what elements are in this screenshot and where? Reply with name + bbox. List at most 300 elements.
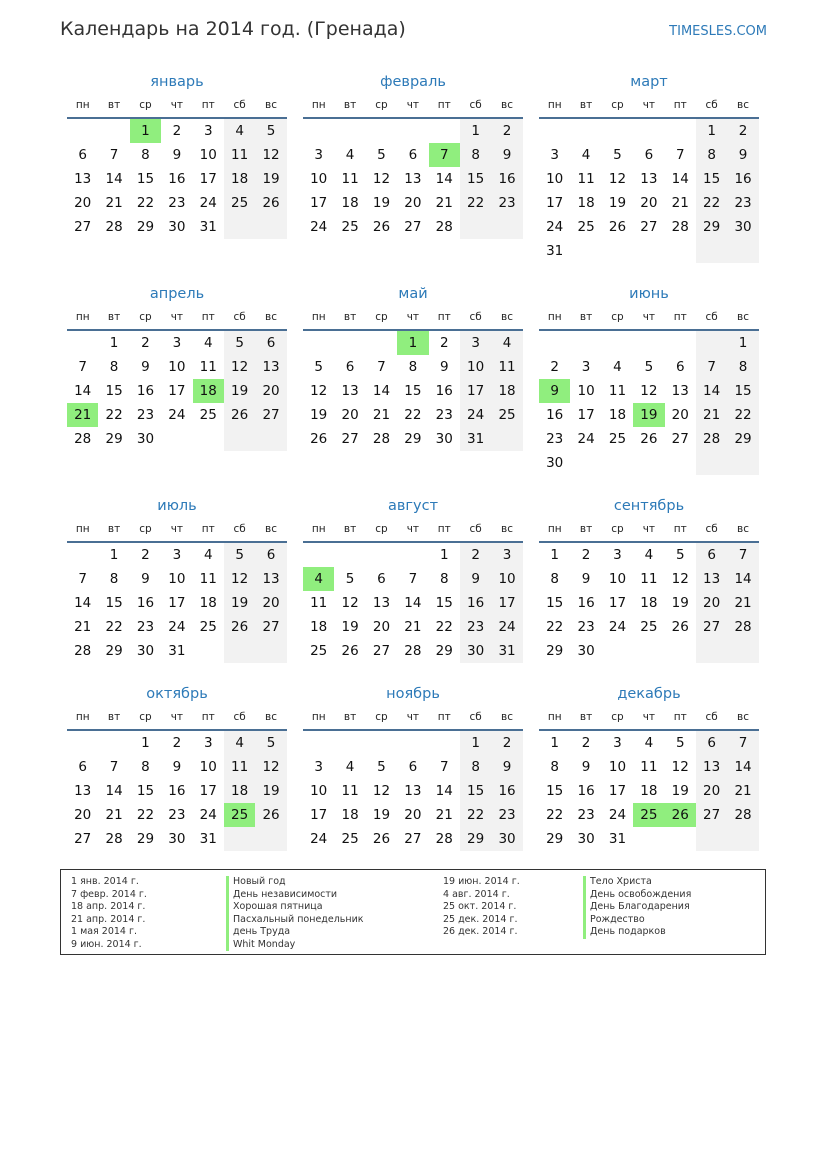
empty-cell <box>491 427 522 451</box>
day-cell: 9 <box>460 567 491 591</box>
day-cell: 16 <box>168 783 186 799</box>
day-cell: 3 <box>613 547 622 563</box>
empty-cell <box>665 451 696 475</box>
day-cell: 24 <box>491 615 522 639</box>
empty-cell <box>602 451 633 475</box>
month-block <box>539 682 759 851</box>
day-cell: 4 <box>345 147 355 163</box>
day-cell: 22 <box>460 191 491 215</box>
day-cell: 22 <box>546 807 564 823</box>
days-grid <box>67 331 287 451</box>
weekday-label: вт <box>343 311 357 323</box>
day-cell: 19 <box>671 595 689 611</box>
day-cell: 30 <box>168 219 186 235</box>
day-cell: 19 <box>224 379 255 403</box>
legend-holiday-name: день Труда <box>226 926 364 939</box>
day-cell: 24 <box>460 403 491 427</box>
day-cell: 9 <box>491 755 522 779</box>
day-cell: 7 <box>109 147 119 163</box>
day-cell: 11 <box>199 571 217 587</box>
holiday-day-cell: 9 <box>539 379 570 403</box>
day-cell: 22 <box>136 195 155 211</box>
empty-cell <box>303 119 334 143</box>
weekday-label: пн <box>311 311 326 323</box>
month-name: декабрь <box>617 686 681 702</box>
empty-cell <box>602 239 633 263</box>
day-cell: 6 <box>675 359 685 375</box>
day-cell: 27 <box>74 831 92 847</box>
days-grid <box>539 331 759 475</box>
day-cell: 23 <box>727 191 758 215</box>
day-cell: 27 <box>696 803 727 827</box>
weekday-label: пт <box>673 523 687 535</box>
holiday-day-cell: 21 <box>67 403 98 427</box>
day-cell: 14 <box>105 171 123 187</box>
day-cell: 3 <box>491 543 522 567</box>
day-cell: 19 <box>372 195 391 211</box>
weekday-label: чт <box>406 711 420 723</box>
day-cell: 20 <box>640 195 658 211</box>
month-block <box>67 70 287 266</box>
day-cell: 14 <box>727 567 758 591</box>
day-cell: 19 <box>671 783 689 799</box>
day-cell: 12 <box>341 595 359 611</box>
weekday-label: вс <box>737 711 750 723</box>
day-cell: 24 <box>608 807 627 823</box>
weekday-header <box>67 707 287 731</box>
month-name: апрель <box>149 286 205 302</box>
legend-holiday-name: Whit Monday <box>226 939 364 952</box>
day-cell: 2 <box>581 547 591 563</box>
day-cell: 17 <box>199 171 217 187</box>
day-cell: 13 <box>696 755 727 779</box>
weekday-label: ср <box>139 311 152 323</box>
day-cell: 6 <box>255 331 286 355</box>
weekday-label: вт <box>579 523 593 535</box>
month-block <box>303 70 523 266</box>
empty-cell <box>633 239 664 263</box>
day-cell: 2 <box>581 735 591 751</box>
day-cell: 23 <box>136 407 155 423</box>
day-cell: 11 <box>199 359 217 375</box>
day-cell: 10 <box>168 359 186 375</box>
weekday-label: пт <box>437 311 451 323</box>
day-cell: 29 <box>105 431 123 447</box>
weekday-header <box>539 707 759 731</box>
day-cell: 17 <box>577 407 595 423</box>
day-cell: 30 <box>435 431 453 447</box>
weekday-label: вт <box>343 711 357 723</box>
empty-cell <box>665 639 696 663</box>
day-cell: 25 <box>341 831 359 847</box>
day-cell: 26 <box>372 219 391 235</box>
empty-cell <box>224 215 255 239</box>
weekday-header <box>67 519 287 543</box>
legend-date: 21 апр. 2014 г. <box>71 913 146 925</box>
weekday-label: ср <box>611 711 624 723</box>
day-cell: 31 <box>168 643 186 659</box>
weekday-label: пт <box>673 99 687 111</box>
empty-cell <box>429 731 460 755</box>
legend-date: 4 авг. 2014 г. <box>443 888 510 900</box>
day-cell: 6 <box>408 759 418 775</box>
empty-cell <box>429 119 460 143</box>
day-cell: 6 <box>255 543 286 567</box>
legend-holiday-name: Тело Христа <box>583 876 691 889</box>
weekday-label: ср <box>375 711 388 723</box>
day-cell: 26 <box>341 643 359 659</box>
day-cell: 2 <box>439 335 449 351</box>
weekday-label: ср <box>375 311 388 323</box>
weekday-label: вт <box>579 311 593 323</box>
holiday-legend <box>60 869 766 955</box>
day-cell: 8 <box>550 571 559 587</box>
empty-cell <box>633 119 664 143</box>
weekday-label: чт <box>642 523 656 535</box>
day-cell: 13 <box>255 355 286 379</box>
day-cell: 8 <box>141 759 150 775</box>
day-cell: 18 <box>224 779 255 803</box>
day-cell: 11 <box>224 143 255 167</box>
day-cell: 27 <box>671 431 689 447</box>
day-cell: 30 <box>546 455 564 471</box>
quarter-row <box>67 70 760 266</box>
weekday-label: ср <box>139 99 152 111</box>
empty-cell <box>460 215 491 239</box>
weekday-label: вс <box>265 711 278 723</box>
day-cell: 5 <box>255 119 286 143</box>
empty-cell <box>303 331 334 355</box>
weekday-label: вт <box>107 311 121 323</box>
day-cell: 11 <box>640 759 658 775</box>
day-cell: 27 <box>74 219 92 235</box>
day-cell: 22 <box>727 403 758 427</box>
weekday-label: пт <box>437 523 451 535</box>
day-cell: 17 <box>546 195 564 211</box>
weekday-label: вт <box>107 523 121 535</box>
day-cell: 28 <box>727 803 758 827</box>
holiday-day-cell: 4 <box>303 567 334 591</box>
day-cell: 3 <box>203 123 213 139</box>
day-cell: 4 <box>345 759 355 775</box>
day-cell: 23 <box>577 807 595 823</box>
holiday-day-cell: 19 <box>633 403 664 427</box>
day-cell: 28 <box>671 219 689 235</box>
day-cell: 31 <box>608 831 627 847</box>
weekday-label: сб <box>233 523 246 535</box>
day-cell: 16 <box>136 383 155 399</box>
weekday-label: вт <box>107 99 121 111</box>
weekday-label: ср <box>611 99 624 111</box>
empty-cell <box>727 239 758 263</box>
day-cell: 23 <box>546 431 564 447</box>
day-cell: 10 <box>491 567 522 591</box>
empty-cell <box>334 119 365 143</box>
weekday-label: пн <box>547 311 562 323</box>
weekday-label: пт <box>673 711 687 723</box>
day-cell: 18 <box>491 379 522 403</box>
day-cell: 2 <box>141 335 150 351</box>
day-cell: 11 <box>341 171 359 187</box>
days-grid <box>303 331 523 451</box>
day-cell: 27 <box>341 431 359 447</box>
weekday-label: пн <box>75 99 90 111</box>
day-cell: 2 <box>491 119 522 143</box>
day-cell: 29 <box>404 431 422 447</box>
day-cell: 1 <box>141 735 150 751</box>
weekday-label: сб <box>469 523 482 535</box>
day-cell: 12 <box>640 383 658 399</box>
day-cell: 9 <box>491 143 522 167</box>
weekday-label: пн <box>75 311 90 323</box>
weekday-label: пн <box>311 711 326 723</box>
weekday-label: сб <box>469 311 482 323</box>
empty-cell <box>255 827 286 851</box>
day-cell: 19 <box>255 167 286 191</box>
weekday-label: чт <box>406 523 420 535</box>
day-cell: 20 <box>696 779 727 803</box>
day-cell: 19 <box>310 407 328 423</box>
site-link[interactable]: TIMESLES.COM <box>669 24 767 39</box>
day-cell: 8 <box>141 147 150 163</box>
day-cell: 29 <box>546 831 564 847</box>
day-cell: 22 <box>696 191 727 215</box>
day-cell: 13 <box>640 171 658 187</box>
day-cell: 21 <box>105 195 123 211</box>
day-cell: 10 <box>546 171 564 187</box>
day-cell: 2 <box>491 731 522 755</box>
day-cell: 10 <box>199 147 217 163</box>
legend-date: 1 мая 2014 г. <box>71 926 137 937</box>
day-cell: 25 <box>491 403 522 427</box>
empty-cell <box>696 639 727 663</box>
day-cell: 26 <box>640 431 658 447</box>
weekday-label: пн <box>311 523 326 535</box>
day-cell: 11 <box>310 595 328 611</box>
empty-cell <box>224 827 255 851</box>
legend-date: 19 июн. 2014 г. <box>443 876 520 887</box>
empty-cell <box>696 827 727 851</box>
day-cell: 23 <box>577 619 595 635</box>
day-cell: 4 <box>644 735 654 751</box>
day-cell: 6 <box>345 359 355 375</box>
day-cell: 26 <box>224 615 255 639</box>
day-cell: 5 <box>377 759 386 775</box>
day-cell: 7 <box>408 571 418 587</box>
day-cell: 26 <box>255 803 286 827</box>
day-cell: 7 <box>78 571 87 587</box>
day-cell: 8 <box>696 143 727 167</box>
day-cell: 24 <box>199 807 217 823</box>
day-cell: 1 <box>550 735 559 751</box>
day-cell: 4 <box>491 331 522 355</box>
day-cell: 27 <box>404 219 422 235</box>
day-cell: 10 <box>168 571 186 587</box>
day-cell: 15 <box>404 383 422 399</box>
day-cell: 17 <box>608 783 627 799</box>
day-cell: 17 <box>491 591 522 615</box>
legend-holiday-name: День Благодарения <box>583 901 691 914</box>
day-cell: 23 <box>136 619 155 635</box>
day-cell: 10 <box>608 571 627 587</box>
day-cell: 26 <box>224 403 255 427</box>
day-cell: 11 <box>640 571 658 587</box>
empty-cell <box>255 215 286 239</box>
empty-cell <box>303 731 334 755</box>
weekday-header <box>303 307 523 331</box>
day-cell: 15 <box>136 783 155 799</box>
day-cell: 30 <box>460 639 491 663</box>
legend-left-dates <box>71 876 147 951</box>
day-cell: 2 <box>727 119 758 143</box>
day-cell: 20 <box>341 407 359 423</box>
month-block <box>539 494 759 666</box>
days-grid <box>67 731 287 851</box>
weekday-header <box>303 519 523 543</box>
legend-holiday-name: День подарков <box>583 926 691 939</box>
day-cell: 21 <box>696 403 727 427</box>
month-name: октябрь <box>146 686 208 702</box>
day-cell: 25 <box>577 219 595 235</box>
day-cell: 12 <box>224 567 255 591</box>
days-grid <box>303 119 523 239</box>
day-cell: 15 <box>435 595 453 611</box>
day-cell: 4 <box>203 547 213 563</box>
empty-cell <box>570 451 601 475</box>
day-cell: 20 <box>404 195 422 211</box>
empty-cell <box>193 427 224 451</box>
day-cell: 15 <box>105 383 123 399</box>
weekday-label: чт <box>170 523 184 535</box>
day-cell: 4 <box>644 547 654 563</box>
day-cell: 27 <box>372 643 391 659</box>
day-cell: 24 <box>199 195 217 211</box>
day-cell: 2 <box>460 543 491 567</box>
empty-cell <box>303 543 334 567</box>
day-cell: 20 <box>255 379 286 403</box>
day-cell: 3 <box>203 735 213 751</box>
weekday-label: пн <box>311 99 326 111</box>
legend-holiday-name: Пасхальный понедельник <box>226 914 364 927</box>
weekday-label: вс <box>737 523 750 535</box>
weekday-label: пн <box>547 711 562 723</box>
day-cell: 30 <box>577 643 595 659</box>
empty-cell <box>193 639 224 663</box>
day-cell: 19 <box>224 591 255 615</box>
month-block <box>67 494 287 666</box>
weekday-label: сб <box>469 711 482 723</box>
day-cell: 23 <box>168 807 186 823</box>
empty-cell <box>98 119 129 143</box>
day-cell: 18 <box>310 619 328 635</box>
quarter-row <box>67 282 760 478</box>
day-cell: 5 <box>255 731 286 755</box>
day-cell: 15 <box>546 595 564 611</box>
day-cell: 20 <box>74 195 92 211</box>
days-grid <box>539 119 759 263</box>
calendar-grid <box>67 70 760 867</box>
day-cell: 31 <box>199 219 217 235</box>
day-cell: 26 <box>255 191 286 215</box>
day-cell: 13 <box>341 383 359 399</box>
weekday-label: чт <box>642 711 656 723</box>
days-grid <box>539 543 759 663</box>
day-cell: 18 <box>341 195 359 211</box>
month-name: март <box>630 74 668 90</box>
day-cell: 22 <box>435 619 453 635</box>
day-cell: 12 <box>671 759 689 775</box>
day-cell: 4 <box>613 359 622 375</box>
day-cell: 10 <box>310 783 328 799</box>
empty-cell <box>633 639 664 663</box>
day-cell: 5 <box>613 147 622 163</box>
day-cell: 22 <box>546 619 564 635</box>
empty-cell <box>696 239 727 263</box>
legend-date: 18 апр. 2014 г. <box>71 901 146 912</box>
day-cell: 23 <box>491 191 522 215</box>
empty-cell <box>727 451 758 475</box>
weekday-label: чт <box>406 311 420 323</box>
legend-left-names <box>226 876 364 951</box>
day-cell: 25 <box>640 619 658 635</box>
day-cell: 15 <box>136 171 155 187</box>
day-cell: 26 <box>608 219 627 235</box>
weekday-label: вт <box>107 711 121 723</box>
day-cell: 27 <box>255 403 286 427</box>
day-cell: 29 <box>435 643 453 659</box>
day-cell: 15 <box>460 167 491 191</box>
day-cell: 30 <box>136 431 155 447</box>
empty-cell <box>539 119 570 143</box>
day-cell: 7 <box>377 359 386 375</box>
day-cell: 9 <box>141 359 150 375</box>
day-cell: 15 <box>727 379 758 403</box>
day-cell: 8 <box>408 359 418 375</box>
day-cell: 14 <box>435 171 453 187</box>
day-cell: 19 <box>372 807 391 823</box>
weekday-label: ср <box>375 523 388 535</box>
day-cell: 22 <box>460 803 491 827</box>
day-cell: 16 <box>577 595 595 611</box>
day-cell: 8 <box>460 143 491 167</box>
day-cell: 30 <box>136 643 155 659</box>
holiday-day-cell: 25 <box>224 803 255 827</box>
empty-cell <box>665 119 696 143</box>
day-cell: 6 <box>377 571 386 587</box>
day-cell: 25 <box>341 219 359 235</box>
day-cell: 3 <box>172 547 182 563</box>
empty-cell <box>397 119 428 143</box>
legend-holiday-name: Рождество <box>583 914 691 927</box>
day-cell: 29 <box>105 643 123 659</box>
empty-cell <box>602 331 633 355</box>
weekday-label: вс <box>737 311 750 323</box>
day-cell: 21 <box>404 619 422 635</box>
weekday-label: чт <box>642 99 656 111</box>
day-cell: 13 <box>404 783 422 799</box>
day-cell: 15 <box>546 783 564 799</box>
day-cell: 18 <box>640 783 658 799</box>
weekday-label: вс <box>265 311 278 323</box>
day-cell: 7 <box>109 759 119 775</box>
day-cell: 10 <box>608 759 627 775</box>
month-block <box>303 494 523 666</box>
day-cell: 28 <box>105 219 123 235</box>
day-cell: 18 <box>608 407 627 423</box>
days-grid <box>303 543 523 663</box>
day-cell: 4 <box>581 147 591 163</box>
day-cell: 16 <box>727 167 758 191</box>
